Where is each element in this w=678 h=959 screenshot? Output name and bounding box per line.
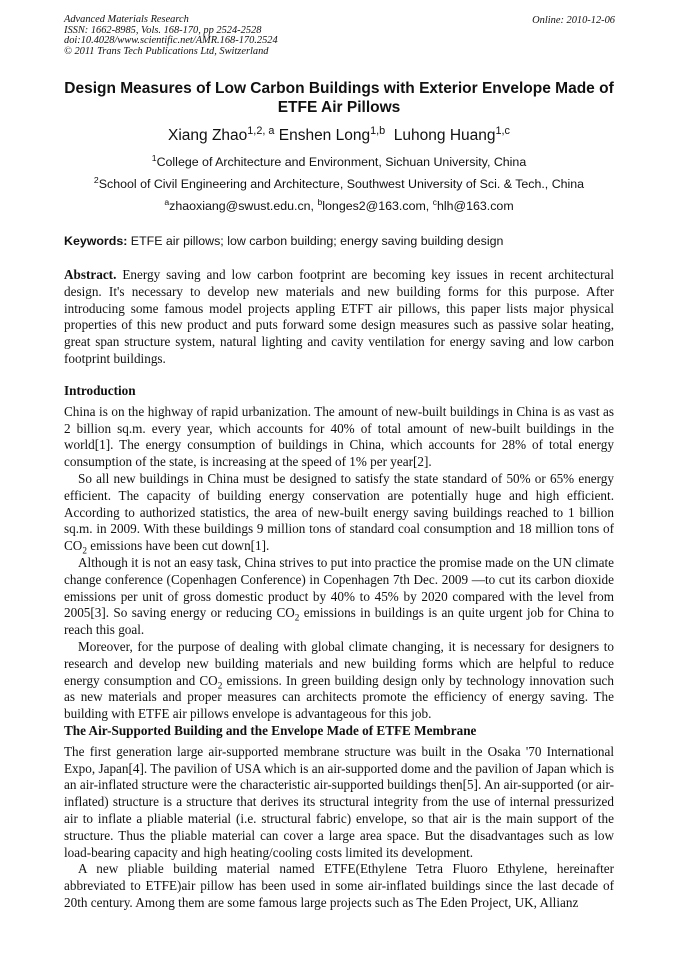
abstract — [64, 267, 614, 368]
abstract-label: Abstract. — [64, 267, 117, 282]
paragraph: The first generation large air-supported membrane structure was built in the Osaka '70 International Expo, Japan[4]. The pavilion of USA which is an air-supported dome and the pavilion of Japan which is an air-inflated structure were the characteristic air-supported buildings then[5]. An air-supported (or air-inflated) structure is a structure that derives its structural integrity from the use of internal pressurized air to inflate a pliable material (i.e. structural fabric) envelope, so that air is the main support of the structure. Thus the pliable material can cover a large area space. But the disadvantages such as low load-bearing capacity and high heating/cooling costs limited its development. — [64, 743, 614, 860]
journal-name: Advanced Materials Research — [64, 14, 189, 25]
section-heading: Introduction — [64, 383, 136, 398]
section-heading: The Air-Supported Building and the Envelope Made of ETFE Membrane — [64, 723, 477, 738]
author-sup: 1,c — [495, 124, 510, 137]
author: Xiang Zhao — [168, 127, 248, 144]
emails — [0, 196, 678, 213]
paragraph: So all new buildings in China must be designed to satisfy the state standard of 50% or 65% energy efficient. The capacity of building energy conservation are potentially huge and high efficient. According to authorized statistics, the area of new-built energy saving buildings reached to 1 billion sq.m. in 2009. With these buildings 9 million tons of standard coal consumption and 18 million tons of $CO_2$ emissions have been cut down[1]. — [64, 470, 614, 556]
paragraph: Moreover, for the purpose of dealing with global climate changing, it is necessary for designers to research and develop new building materials and new building forms which are helpful to reduce energy consumption and $CO_2$ emissions. In green building design only by technology innovation such as new materials and proper measures can architects promote the efficiency of energy saving. The building with ETFE air pillows envelope is advantageous for this job. — [64, 638, 614, 722]
online-date: Online: 2010-12-06 — [532, 15, 615, 26]
keywords — [64, 234, 503, 248]
paragraph: China is on the highway of rapid urbanization. The amount of new-built buildings in China is as vast as 2 billion sq.m. every year, which accounts for 40% of total amount of new-built buildings in the world[1]. The energy consumption of buildings in China, which accounts for 28% of total energy consumption of the state, is increasing at the speed of 1% per year[2]. — [64, 403, 614, 470]
email-sup: b — [317, 196, 323, 207]
paragraph: A new pliable building material named ETFE(Ethylene Tetra Fluoro Ethylene, hereinafter abbreviated to ETFE)air pillow has been used in some air-inflated buildings since the last decade of 20th century. Among them are some famous large projects such as The Eden Project, UK, Allianz — [64, 861, 614, 910]
introduction-section — [64, 383, 614, 723]
keywords-text: ETFE air pillows; low carbon building; energy saving building design — [127, 234, 504, 248]
aff-sup: 2 — [93, 174, 99, 185]
copyright: © 2011 Trans Tech Publications Ltd, Switzerland — [64, 45, 269, 57]
author: Luhong Huang — [393, 127, 496, 144]
keywords-label: Keywords: — [64, 234, 128, 248]
authors — [0, 124, 678, 145]
doi: doi:10.4028/www.scientific.net/AMR.168-170.2524 — [64, 35, 278, 47]
email: zhaoxiang@swust.edu.cn, — [169, 199, 318, 213]
email-sup: a — [164, 196, 170, 207]
abstract-text: Energy saving and low carbon footprint are becoming key issues in recent architectural design. It's necessary to develop new materials and new building forms for this purpose. After introducing some famous model projects appling ETFT air pillows, this paper lists major physical properties of this new product and puts forward some design measures such as passive solar heating, great span structure system, natural lighting and cavity ventilation for energy saving and low carbon footprint buildings. — [64, 267, 614, 366]
paragraph: Although it is not an easy task, China strives to put into practice the promise made on the UN climate change conference (Copenhagen Conference) in Copenhagen 7th Dec. 2009 —to cut its carbon dioxide emissions per unit of gross domestic product by 40% to 45% by 2020 compared with the level from 2005[3]. So saving energy or reducing $CO_2$ emissions in buildings is an quite urgent job for China to reach this goal. — [64, 554, 614, 638]
paper-title: Design Measures of Low Carbon Buildings with Exterior Envelope Made of ETFE Air Pillows — [64, 80, 614, 116]
aff-sup: 1 — [151, 152, 157, 163]
issn: ISSN: 1662-8985, Vols. 168-170, pp 2524-2528 — [64, 24, 262, 36]
author-sup: 1,b — [370, 124, 386, 137]
aff-text: College of Architecture and Environment, Sichuan University, China — [156, 155, 527, 169]
author-sup: 1,2, a — [247, 124, 275, 137]
journal-header — [64, 15, 278, 57]
email: hlh@163.com — [437, 199, 514, 213]
email-sup: c — [432, 196, 437, 207]
air-supported-section — [64, 723, 614, 912]
affiliation — [0, 152, 678, 169]
affiliation — [0, 174, 678, 191]
email: longes2@163.com, — [322, 199, 433, 213]
author: Enshen Long — [278, 127, 371, 144]
aff-text: School of Civil Engineering and Architecture, Southwest University of Sci. & Tech., China — [98, 177, 585, 191]
